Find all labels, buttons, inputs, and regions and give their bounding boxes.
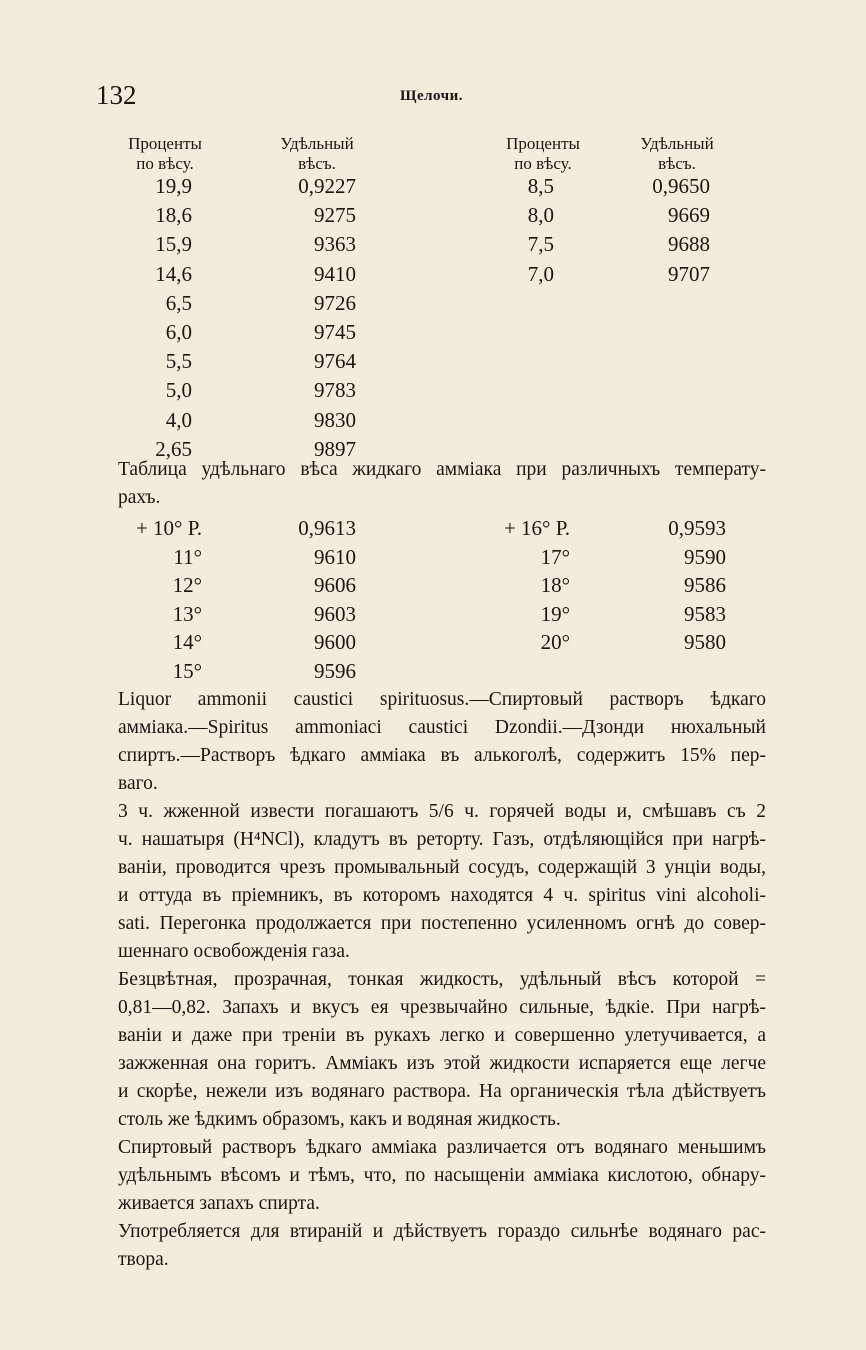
text-line: sati. Перегонка продолжается при постепенно усиленномъ огнѣ до совер-	[118, 913, 766, 934]
table2-right-row-key: + 16° Р.	[503, 516, 570, 540]
table1-right-row-key: 7,5	[527, 232, 554, 257]
table2-right-row-value: 9590	[684, 544, 726, 569]
header-line: вѣсъ.	[298, 154, 336, 173]
text-line: ваніи и даже при треніи въ рукахъ легко и совершенно улетучивается, а	[118, 1025, 766, 1046]
table1-right-row-value: 9707	[668, 261, 710, 286]
table1-left-row-key: 4,0	[165, 407, 192, 432]
table1-right-percent-header	[488, 134, 598, 174]
table2-right-row-key: 20°	[540, 630, 570, 655]
table1-left-row-value: 9830	[314, 407, 356, 432]
table2-left-row-key: 15°	[172, 659, 202, 683]
table1-left-row-value: 9783	[314, 378, 356, 403]
table1-left-row-key: 14,6	[155, 261, 192, 286]
table1-right-row-key: 8,0	[527, 203, 554, 228]
table1-left-row-value: 9726	[314, 290, 356, 315]
text-line: ваніи, проводится чрезъ промывальный сосудъ, содержащій 3 унціи воды,	[118, 857, 766, 878]
table2-right-row-key: 17°	[540, 544, 570, 569]
table1-left-row-key: 6,0	[165, 320, 192, 344]
table2-left-row-key: 12°	[172, 573, 202, 598]
header-line: Проценты	[128, 134, 202, 153]
text-line: спиртъ.—Растворъ ѣдкаго амміака въ алькоголѣ, содержитъ 15% пер-	[118, 745, 766, 766]
table2-left-row-key: 11°	[173, 544, 202, 569]
table2-left-row-value: 0,9613	[298, 516, 356, 540]
table2-right-row-value: 0,9593	[668, 516, 726, 540]
table1-right-row-key: 7,0	[527, 261, 554, 286]
header-line: по вѣсу.	[514, 154, 572, 173]
table1-right-row-value: 9688	[668, 232, 710, 257]
table1-left-row-value: 9764	[314, 349, 356, 374]
table1-left-row-value: 9745	[314, 320, 356, 344]
table2-right-row-value: 9586	[684, 573, 726, 598]
table1-left-row-key: 15,9	[155, 232, 192, 257]
table2-left-row-key: 13°	[172, 601, 202, 626]
header-line: Проценты	[506, 134, 580, 153]
text-line: ч. нашатыря (H⁴NCl), кладутъ въ реторту. Газъ, отдѣляющійся при нагрѣ-	[118, 829, 766, 850]
text-line: твора.	[118, 1249, 169, 1270]
text-line: зажженная она горитъ. Амміакъ изъ этой жидкости испаряется еще легче	[118, 1053, 766, 1074]
text-line: 0,81—0,82. Запахъ и вкусъ ея чрезвычайно сильные, ѣдкіе. При нагрѣ-	[118, 997, 766, 1018]
paragraph-distinction	[118, 1134, 766, 1218]
text-line: Спиртовый растворъ ѣдкаго амміака различается отъ водянаго меньшимъ	[118, 1137, 766, 1158]
table2-right-row-value: 9583	[684, 601, 726, 626]
table1-right-row-value: 9669	[668, 203, 710, 228]
caption-line: рахъ.	[118, 487, 161, 508]
table2-left-row-value: 9606	[314, 573, 356, 598]
table1-left-row-value: 0,9227	[298, 174, 356, 198]
table2-left-row-key: + 10° Р.	[135, 516, 202, 540]
text-line: и скорѣе, нежели изъ водянаго раствора. На органическія тѣла дѣйствуетъ	[118, 1081, 766, 1102]
text-line: амміака.—Spiritus ammoniaci caustici Dzondii.—Дзонди нюхальный	[118, 717, 766, 738]
table1-left-row-key: 19,9	[155, 174, 192, 198]
table1-left-percent-header	[110, 134, 220, 174]
text-line: ваго.	[118, 773, 158, 794]
running-title: Щелочи.	[400, 88, 464, 104]
header-line: Удѣльный	[640, 134, 714, 153]
paragraph-usage	[118, 1218, 766, 1274]
table1-right-row-key: 8,5	[527, 174, 554, 198]
table1-left-row-key: 5,0	[165, 378, 192, 403]
text-line: и оттуда въ пріемникъ, въ которомъ находятся 4 ч. spiritus vini alcoholi-	[118, 885, 766, 906]
paragraph-liquor-ammonii	[118, 686, 766, 798]
table1-right-row-value: 0,9650	[652, 174, 710, 198]
table2-left-row-value: 9600	[314, 630, 356, 655]
table1-left-row-key: 5,5	[165, 349, 192, 374]
table2-left-row-value: 9603	[314, 601, 356, 626]
text-line: Употребляется для втираній и дѣйствуетъ гораздо сильнѣе водянаго рас-	[118, 1221, 766, 1242]
table1-left-row-key: 6,5	[165, 290, 192, 315]
table1-left-row-key: 18,6	[155, 203, 192, 228]
table2-right-row-key: 18°	[540, 573, 570, 598]
table1-left-row-value: 9275	[314, 203, 356, 228]
table2-left-row-value: 9610	[314, 544, 356, 569]
table1-left-row-key: 2,65	[155, 436, 192, 461]
table2-left-row-key: 14°	[172, 630, 202, 655]
caption-line: Таблица удѣльнаго вѣса жидкаго амміака при различныхъ температу-	[118, 459, 766, 480]
header-line: Удѣльный	[280, 134, 354, 153]
table1-right-gravity-header	[622, 134, 732, 174]
header-line: по вѣсу.	[136, 154, 194, 173]
table1-left-row-value: 9897	[314, 436, 356, 461]
text-line: удѣльнымъ вѣсомъ и тѣмъ, что, по насыщеніи амміака кислотою, обнару-	[118, 1165, 766, 1186]
text-line: шеннаго освобожденія газа.	[118, 941, 350, 962]
text-line: живается запахъ спирта.	[118, 1193, 320, 1214]
table1-left-row-value: 9363	[314, 232, 356, 257]
table2-right-row-value: 9580	[684, 630, 726, 655]
paragraph-properties	[118, 966, 766, 1134]
table2-right-row-key: 19°	[540, 601, 570, 626]
header-line: вѣсъ.	[658, 154, 696, 173]
page-number: 132	[96, 80, 137, 110]
paragraph-preparation	[118, 798, 766, 966]
text-line: Liquor ammonii caustici spirituosus.—Спиртовый растворъ ѣдкаго	[118, 689, 766, 710]
text-line: Безцвѣтная, прозрачная, тонкая жидкость, удѣльный вѣсъ которой =	[118, 969, 766, 990]
table2-left-row-value: 9596	[314, 659, 356, 683]
text-line: 3 ч. жженной извести погашаютъ 5/6 ч. горячей воды и, смѣшавъ съ 2	[118, 801, 766, 822]
table2-caption	[118, 456, 766, 512]
table1-left-gravity-header	[262, 134, 372, 174]
table1-left-row-value: 9410	[314, 261, 356, 286]
text-line: столь же ѣдкимъ образомъ, какъ и водяная жидкость.	[118, 1109, 561, 1130]
